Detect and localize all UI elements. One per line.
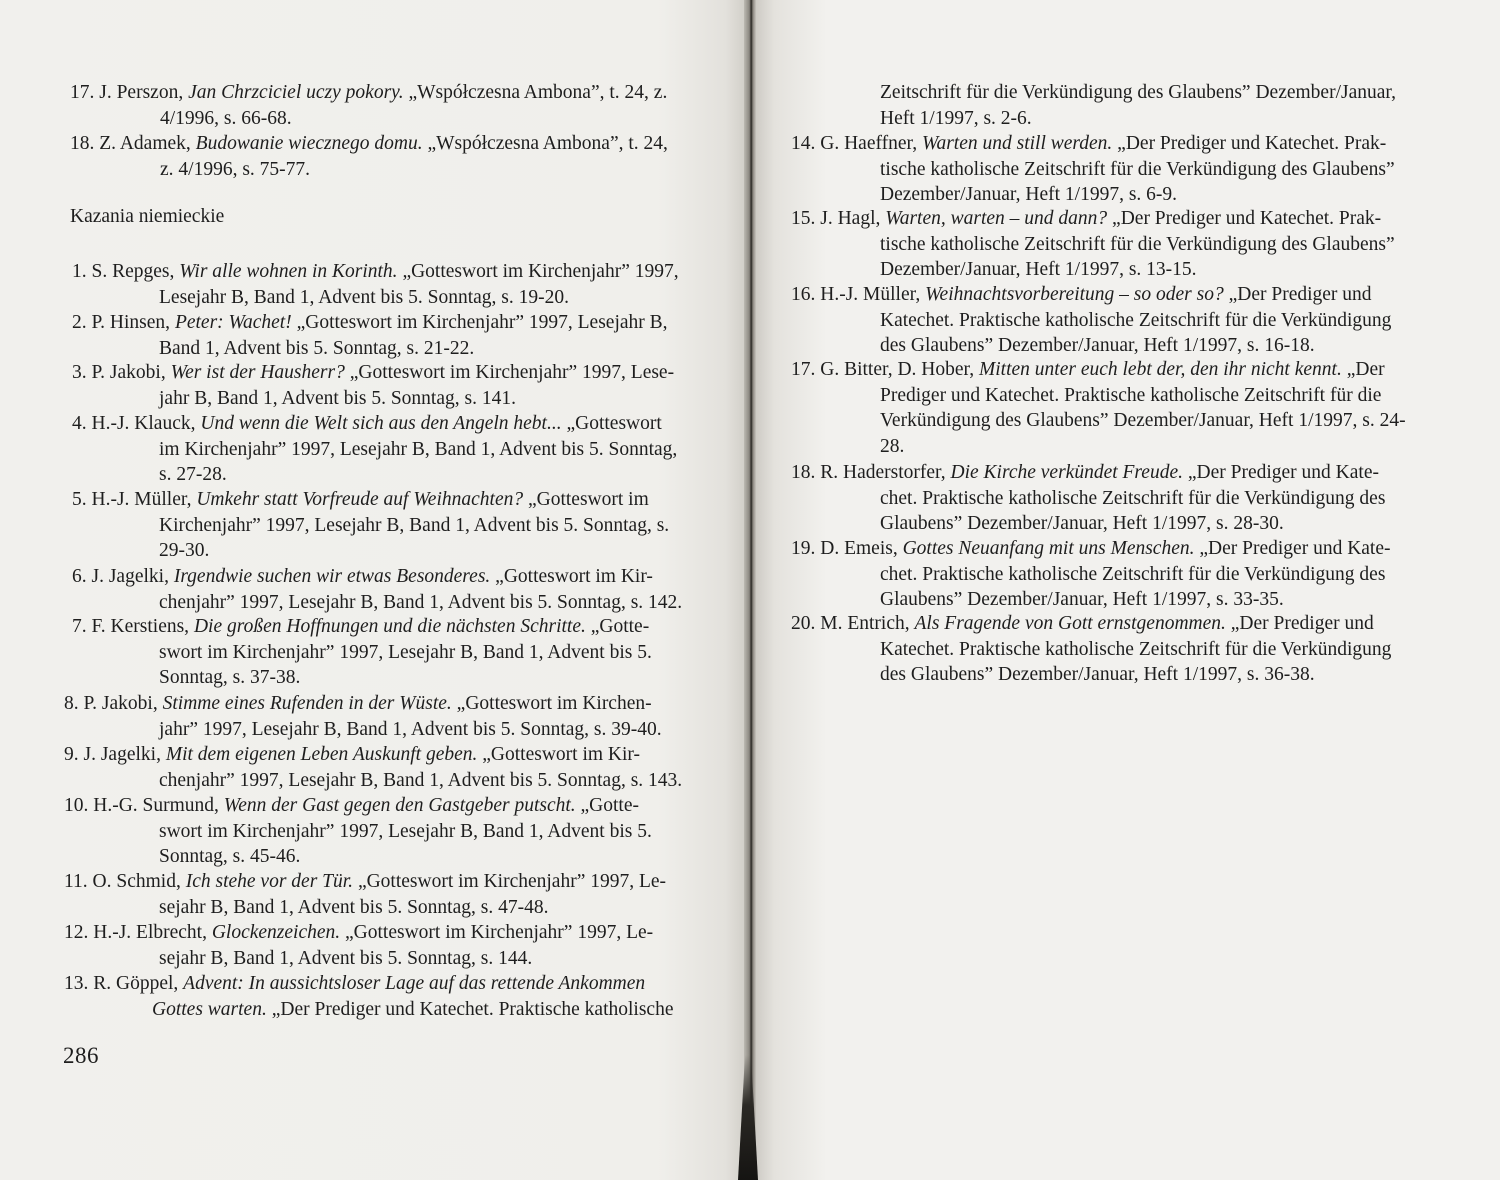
german-entry-4 xyxy=(72,411,677,488)
entry-line: Dezember/Januar, Heft 1/1997, s. 13-15. xyxy=(880,259,1197,280)
entry-line: Sonntag, s. 37-38. xyxy=(159,667,301,688)
entry-source: „Gotteswort im Kirchenjahr” 1997, xyxy=(402,261,679,282)
book-gutter xyxy=(744,0,756,1180)
entry-source: „Der xyxy=(1346,359,1385,380)
entry-number: 11. xyxy=(64,871,88,892)
entry-line: Heft 1/1997, s. 2-6. xyxy=(880,107,1032,129)
entry-source: „Gotteswort im Kirchenjahr” 1997, Le- xyxy=(357,871,667,892)
entry-number: 7. xyxy=(72,616,87,637)
german-entry-18 xyxy=(791,460,1385,537)
entry-title-cont: Gottes warten. xyxy=(152,998,267,1020)
entry-source: „Der Prediger und Kate- xyxy=(1199,538,1391,559)
entry-line: Katechet. Praktische katholische Zeitschrift für die Verkündigung xyxy=(880,309,1392,331)
german-entry-2 xyxy=(72,310,668,361)
entry-source: „Der Prediger und Katechet. Prak- xyxy=(1112,208,1382,229)
entry-source: „Gotte- xyxy=(580,795,640,816)
german-entry-6 xyxy=(72,564,682,615)
entry-number: 15. xyxy=(791,208,816,229)
entry-number: 5. xyxy=(72,489,87,510)
german-entry-9 xyxy=(64,742,682,793)
entry-line: chet. Praktische katholische Zeitschrift für die Verkündigung des xyxy=(880,487,1386,509)
page-number: 286 xyxy=(63,1043,99,1068)
entry-source: „Gotteswort im Kirchenjahr” 1997, Le- xyxy=(345,922,654,943)
entry-author: R. Haderstorfer, xyxy=(820,462,946,483)
entry-line: Glaubens” Dezember/Januar, Heft 1/1997, s. 33-35. xyxy=(880,589,1284,610)
entry-author: J. Jagelki, xyxy=(91,566,169,587)
german-entry-12 xyxy=(64,920,653,971)
entry-line: 4/1996, s. 66-68. xyxy=(160,107,292,129)
entry-number: 4. xyxy=(72,413,87,434)
entry-author: P. Hinsen, xyxy=(91,312,171,333)
german-entry-13 xyxy=(64,971,674,1022)
entry-line: Katechet. Praktische katholische Zeitschrift für die Verkündigung xyxy=(880,638,1392,660)
entry-line: jahr” 1997, Lesejahr B, Band 1, Advent bis 5. Sonntag, s. 39-40. xyxy=(159,718,662,740)
entry-line: swort im Kirchenjahr” 1997, Lesejahr B, Band 1, Advent bis 5. xyxy=(159,820,652,842)
entry-title: Und wenn die Welt sich aus den Angeln hebt... xyxy=(200,413,562,434)
entry-title: Ich stehe vor der Tür. xyxy=(185,871,354,892)
entry-source: „Der Prediger und xyxy=(1230,613,1374,634)
entry-line: tische katholische Zeitschrift für die Verkündigung des Glaubens” xyxy=(880,158,1395,180)
entry-number: 17. xyxy=(70,82,95,103)
entry-author: M. Entrich, xyxy=(820,613,910,634)
entry-source: „Współczesna Ambona”, t. 24, z. xyxy=(408,82,668,103)
entry-title: Peter: Wachet! xyxy=(174,312,292,333)
entry-source: „Der Prediger und Katechet. Prak- xyxy=(1117,133,1387,154)
entry-line: chenjahr” 1997, Lesejahr B, Band 1, Advent bis 5. Sonntag, s. 143. xyxy=(159,769,683,791)
entry-title: Budowanie wiecznego domu. xyxy=(195,133,423,154)
entry-title: Wir alle wohnen in Korinth. xyxy=(179,261,398,282)
entry-author: F. Kerstiens, xyxy=(91,616,190,637)
entry-line: Dezember/Januar, Heft 1/1997, s. 6-9. xyxy=(880,184,1178,205)
german-entry-19 xyxy=(791,536,1391,613)
entry-line: 28. xyxy=(880,435,905,457)
entry-title: Stimme eines Rufenden in der Wüste. xyxy=(162,693,452,714)
entry-line: Kirchenjahr” 1997, Lesejahr B, Band 1, Advent bis 5. Sonntag, s. xyxy=(159,514,670,536)
entry-line: Lesejahr B, Band 1, Advent bis 5. Sonntag, s. 19-20. xyxy=(159,286,570,308)
entry-author: J. Jagelki, xyxy=(83,744,161,765)
entry-title: Wer ist der Hausherr? xyxy=(170,362,345,383)
german-entry-8 xyxy=(64,691,662,742)
entry-author: S. Repges, xyxy=(91,261,175,282)
entry-author: H.-J. Elbrecht, xyxy=(93,922,207,943)
entry-author: H.-J. Müller, xyxy=(820,284,921,305)
entry-title: Wenn der Gast gegen den Gastgeber putscht. xyxy=(223,795,576,816)
entry-author: J. Perszon, xyxy=(99,82,184,103)
entry-title: Mitten unter euch lebt der, den ihr nicht kennt. xyxy=(979,359,1342,380)
entry-author: H.-J. Müller, xyxy=(91,489,192,510)
german-entry-17 xyxy=(791,357,1406,459)
entry-author: H.-J. Klauck, xyxy=(91,413,196,434)
entry-source: „Gotte- xyxy=(590,616,650,637)
entry-number: 19. xyxy=(791,538,816,559)
german-entry-11 xyxy=(64,869,666,920)
entry-title: Weihnachtsvorbereitung – so oder so? xyxy=(925,284,1224,305)
entry-line: swort im Kirchenjahr” 1997, Lesejahr B, Band 1, Advent bis 5. xyxy=(159,641,652,663)
entry-title: Irgendwie suchen wir etwas Besonderes. xyxy=(173,566,491,587)
entry-source: „Gotteswort im Kir- xyxy=(495,566,653,587)
entry-source: „Gotteswort xyxy=(566,413,662,434)
polish-entry-18 xyxy=(70,131,668,182)
german-entry-1 xyxy=(72,259,679,310)
entry-source: „Der Prediger und Kate- xyxy=(1187,462,1379,483)
entry-line: s. 27-28. xyxy=(159,464,227,485)
entry-author: J. Hagl, xyxy=(820,208,881,229)
entry-number: 18. xyxy=(791,462,816,483)
entry-number: 20. xyxy=(791,613,816,634)
entry-source: „Współczesna Ambona”, t. 24, xyxy=(427,133,668,154)
entry-line: 29-30. xyxy=(159,540,210,561)
section-heading: Kazania niemieckie xyxy=(70,206,225,227)
entry-number: 6. xyxy=(72,566,87,587)
entry-line: jahr B, Band 1, Advent bis 5. Sonntag, s. 141. xyxy=(159,387,516,409)
entry-number: 3. xyxy=(72,362,87,383)
entry-line: Verkündigung des Glaubens” Dezember/Januar, Heft 1/1997, s. 24- xyxy=(880,410,1406,431)
entry-line: Zeitschrift für die Verkündigung des Glaubens” Dezember/Januar, xyxy=(880,82,1396,103)
german-entry-10 xyxy=(64,793,652,870)
german-entry-7 xyxy=(72,614,652,691)
entry-title: Die Kirche verkündet Freude. xyxy=(950,462,1183,483)
entry-title: Warten, warten – und dann? xyxy=(885,208,1108,229)
entry-line: tische katholische Zeitschrift für die Verkündigung des Glaubens” xyxy=(880,233,1395,255)
entry-source: „Der Prediger und Katechet. Praktische katholische xyxy=(271,998,674,1020)
entry-title: Mit dem eigenen Leben Auskunft geben. xyxy=(165,744,478,765)
german-entry-14 xyxy=(791,131,1395,208)
entry-author: P. Jakobi, xyxy=(83,693,158,714)
entry-line: des Glaubens” Dezember/Januar, Heft 1/1997, s. 16-18. xyxy=(880,335,1315,356)
german-entry-20 xyxy=(791,611,1391,688)
entry-line: des Glaubens” Dezember/Januar, Heft 1/1997, s. 36-38. xyxy=(880,664,1315,685)
entry-line: Sonntag, s. 45-46. xyxy=(159,846,301,867)
entry-source: „Gotteswort im Kirchenjahr” 1997, Lesejahr B, xyxy=(296,312,668,333)
entry-line: Band 1, Advent bis 5. Sonntag, s. 21-22. xyxy=(159,337,475,359)
entry-number: 13. xyxy=(64,973,89,994)
entry-number: 18. xyxy=(70,133,95,154)
entry-source: „Gotteswort im Kirchen- xyxy=(456,693,652,714)
polish-entry-17 xyxy=(70,80,667,131)
entry-author: R. Göppel, xyxy=(93,973,179,994)
german-entry-5 xyxy=(72,487,669,564)
entry-number: 14. xyxy=(791,133,816,154)
german-entry-3 xyxy=(72,360,674,411)
entry-line: chenjahr” 1997, Lesejahr B, Band 1, Advent bis 5. Sonntag, s. 142. xyxy=(159,591,683,613)
entry-source: „Gotteswort im Kirchenjahr” 1997, Lese- xyxy=(349,362,675,383)
entry-number: 17. xyxy=(791,359,816,380)
entry-title: Jan Chrzciciel uczy pokory. xyxy=(188,82,404,103)
entry-number: 8. xyxy=(64,693,79,714)
entry-13-continuation xyxy=(880,80,1396,131)
entry-title: Advent: In aussichtsloser Lage auf das rettende Ankommen xyxy=(183,973,646,994)
entry-source: „Gotteswort im xyxy=(527,489,649,510)
entry-line: sejahr B, Band 1, Advent bis 5. Sonntag, s. 144. xyxy=(159,947,533,969)
german-entry-16 xyxy=(791,282,1391,359)
entry-title: Glockenzeichen. xyxy=(211,922,341,943)
german-entry-15 xyxy=(791,206,1395,283)
entry-number: 1. xyxy=(72,261,87,282)
entry-source: „Der Prediger und xyxy=(1228,284,1372,305)
entry-title: Gottes Neuanfang mit uns Menschen. xyxy=(902,538,1195,559)
entry-line: im Kirchenjahr” 1997, Lesejahr B, Band 1, Advent bis 5. Sonntag, xyxy=(159,438,678,460)
entry-number: 10. xyxy=(64,795,89,816)
entry-author: D. Emeis, xyxy=(820,538,898,559)
entry-author: O. Schmid, xyxy=(92,871,181,892)
entry-author: H.-G. Surmund, xyxy=(93,795,219,816)
entry-line: sejahr B, Band 1, Advent bis 5. Sonntag, s. 47-48. xyxy=(159,896,549,918)
entry-line: z. 4/1996, s. 75-77. xyxy=(160,158,311,180)
entry-author: G. Haeffner, xyxy=(820,133,918,154)
entry-number: 2. xyxy=(72,312,87,333)
entry-number: 16. xyxy=(791,284,816,305)
entry-author: G. Bitter, D. Hober, xyxy=(820,359,975,380)
entry-number: 12. xyxy=(64,922,89,943)
entry-line: Glaubens” Dezember/Januar, Heft 1/1997, s. 28-30. xyxy=(880,513,1284,534)
entry-title: Umkehr statt Vorfreude auf Weihnachten? xyxy=(196,489,524,510)
entry-title: Als Fragende von Gott ernstgenommen. xyxy=(914,613,1226,634)
entry-line: chet. Praktische katholische Zeitschrift für die Verkündigung des xyxy=(880,563,1386,585)
entry-author: Z. Adamek, xyxy=(99,133,191,154)
entry-title: Warten und still werden. xyxy=(921,133,1113,154)
entry-number: 9. xyxy=(64,744,79,765)
entry-author: P. Jakobi, xyxy=(91,362,166,383)
entry-title: Die großen Hoffnungen und die nächsten Schritte. xyxy=(193,616,586,637)
entry-source: „Gotteswort im Kir- xyxy=(482,744,641,765)
entry-line: Prediger und Katechet. Praktische katholische Zeitschrift für die xyxy=(880,384,1382,406)
